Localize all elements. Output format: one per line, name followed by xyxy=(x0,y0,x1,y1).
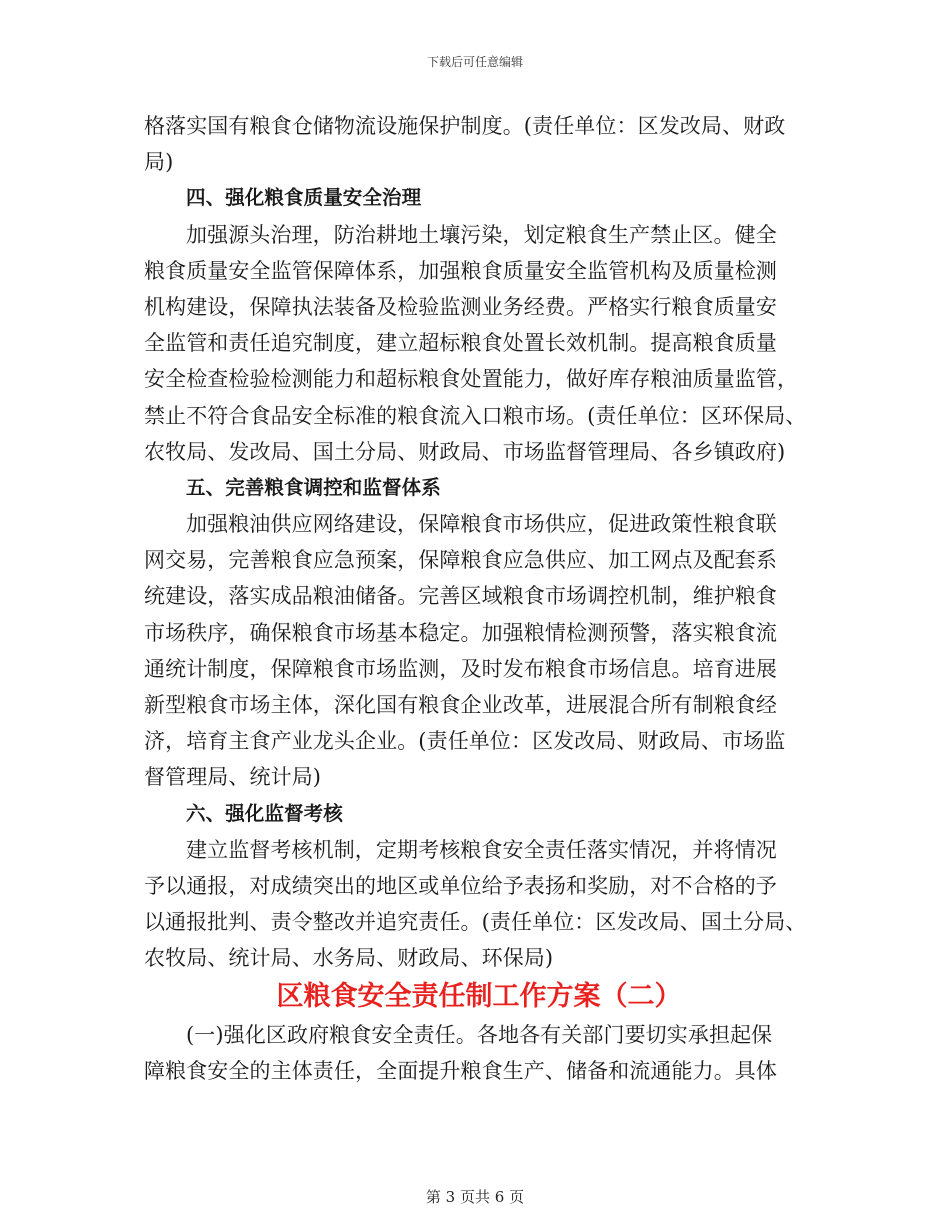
text-line: 机构建设，保障执法装备及检验监测业务经费。严格实行粮食质量安 xyxy=(144,294,777,319)
document-body xyxy=(144,108,824,1089)
text-line: 全监管和责任追究制度，建立超标粮食处置长效机制。提高粮食质量 xyxy=(144,331,777,356)
text-line: 建立监督考核机制，定期考核粮食安全责任落实情况，并将情况 xyxy=(186,837,777,862)
text-line: 网交易，完善粮食应急预案，保障粮食应急供应、加工网点及配套系 xyxy=(144,548,777,573)
page-footer: 第 3 页共 6 页 xyxy=(425,1188,525,1206)
text-line: 督管理局、统计局) xyxy=(144,765,322,790)
text-line: 加强源头治理，防治耕地土壤污染，划定粮食生产禁止区。健全 xyxy=(186,222,777,247)
section-heading: 六、强化监督考核 xyxy=(186,801,343,825)
text-line: 农牧局、发改局、国土分局、财政局、市场监督管理局、各乡镇政府) xyxy=(144,439,786,464)
text-line: 格落实国有粮食仓储物流设施保护制度。(责任单位：区发改局、财政 xyxy=(144,114,786,138)
text-line: 市场秩序，确保粮食市场基本稳定。加强粮情检测预警，落实粮食流 xyxy=(144,620,777,645)
text-line: 加强粮油供应网络建设，保障粮食市场供应，促进政策性粮食联 xyxy=(186,512,777,537)
section-heading: 四、强化粮食质量安全治理 xyxy=(186,186,422,210)
section-heading: 五、完善粮食调控和监督体系 xyxy=(186,475,441,499)
text-line: 禁止不符合食品安全标准的粮食流入口粮市场。(责任单位：区环保局、 xyxy=(144,403,807,428)
text-line: 障粮食安全的主体责任，全面提升粮食生产、储备和流通能力。具体 xyxy=(144,1058,777,1083)
text-line: 农牧局、统计局、水务局、财政局、环保局) xyxy=(144,946,554,971)
text-line: 新型粮食市场主体，深化国有粮食企业改革，进展混合所有制粮食经 xyxy=(144,693,777,717)
text-block-main xyxy=(144,108,824,977)
text-line: 以通报批判、责令整改并追究责任。(责任单位：区发改局、国土分局、 xyxy=(144,910,807,935)
section-title: 区粮食安全责任制工作方案（二） xyxy=(276,980,682,1012)
text-block-continued xyxy=(144,1017,824,1089)
text-line: 予以通报，对成绩突出的地区或单位给予表扬和奖励，对不合格的予 xyxy=(144,873,777,898)
text-line: 粮食质量安全监管保障体系，加强粮食质量安全监管机构及质量检测 xyxy=(144,258,777,283)
text-line: 统建设，落实成品粮油储备。完善区域粮食市场调控机制，维护粮食 xyxy=(144,584,777,609)
text-line: 通统计制度，保障粮食市场监测，及时发布粮食市场信息。培育进展 xyxy=(144,656,777,681)
text-line: (一)强化区政府粮食安全责任。各地各有关部门要切实承担起保 xyxy=(186,1022,773,1047)
text-line: 济，培育主食产业龙头企业。(责任单位：区发改局、财政局、市场监 xyxy=(144,729,786,754)
page-header: 下载后可任意编辑 xyxy=(426,55,523,69)
text-line: 安全检查检验检测能力和超标粮食处置能力，做好库存粮油质量监管， xyxy=(144,367,799,392)
text-line: 局) xyxy=(144,150,174,175)
